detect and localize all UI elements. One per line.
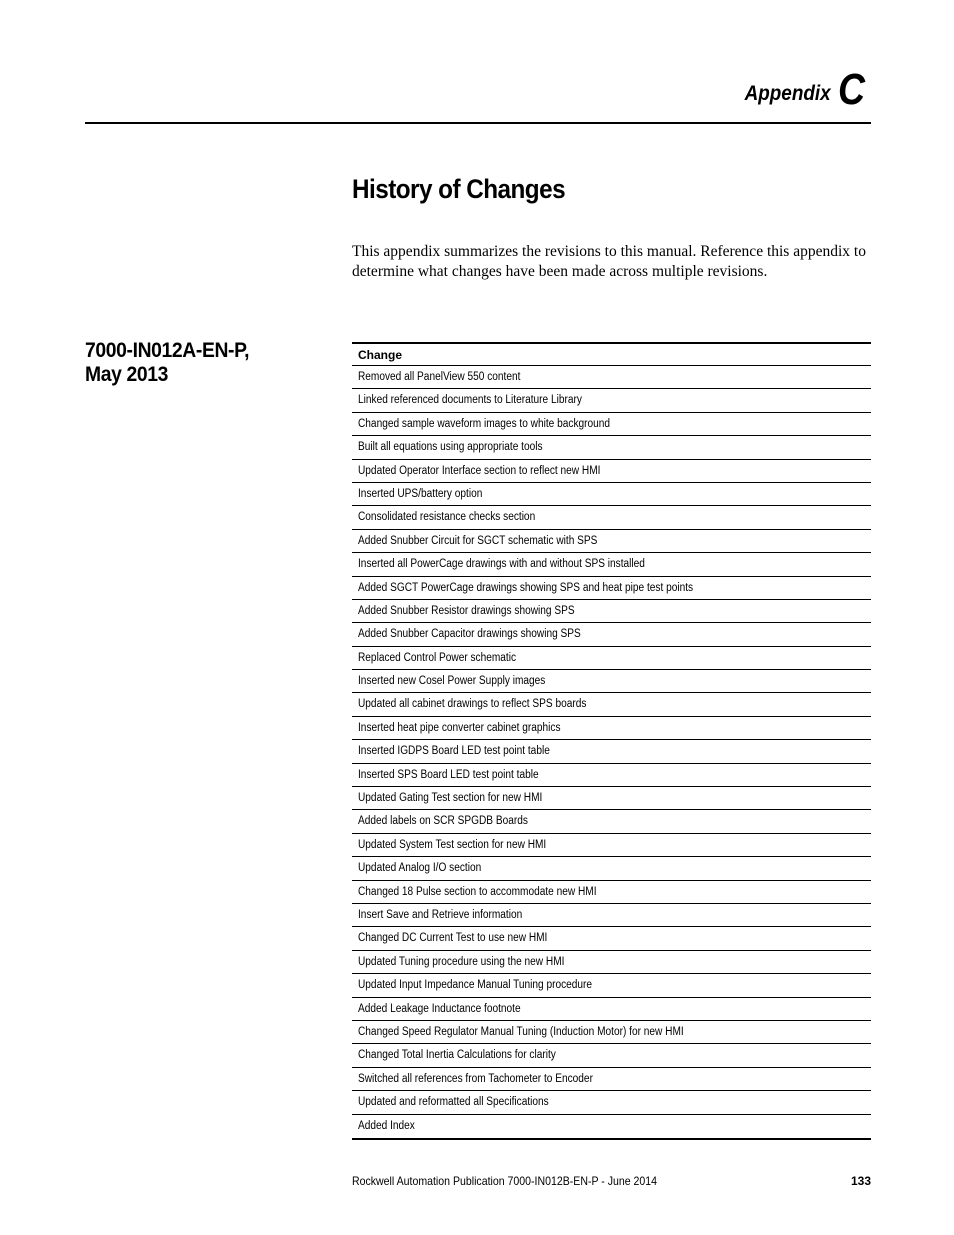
row-text: Inserted all PowerCage drawings with and without SPS installed	[358, 558, 645, 571]
table-row	[352, 460, 871, 483]
table-row	[352, 787, 871, 810]
table-row	[352, 366, 871, 389]
row-text: Changed sample waveform images to white background	[358, 417, 611, 430]
table-row	[352, 693, 871, 716]
table-row	[352, 1044, 871, 1067]
row-text: Built all equations using appropriate tools	[358, 441, 543, 454]
row-text: Added Snubber Circuit for SGCT schematic with SPS	[358, 534, 598, 547]
page-footer	[352, 1174, 871, 1188]
row-text: Consolidated resistance checks section	[358, 511, 536, 524]
table-row	[352, 927, 871, 950]
table-row	[352, 1021, 871, 1044]
table-row	[352, 904, 871, 927]
table-row	[352, 998, 871, 1021]
row-text: Switched all references from Tachometer to Encoder	[358, 1072, 593, 1085]
table-row	[352, 483, 871, 506]
table-row	[352, 647, 871, 670]
header-rule	[85, 122, 871, 124]
table-row	[352, 600, 871, 623]
table-row	[352, 974, 871, 997]
intro-paragraph: This appendix summarizes the revisions to this manual. Reference this appendix to determine what changes have been made across multiple revisions.	[352, 243, 866, 280]
table-row	[352, 764, 871, 787]
row-text: Updated Gating Test section for new HMI	[358, 792, 543, 805]
page-title: History of Changes	[352, 174, 566, 204]
row-text: Inserted heat pipe converter cabinet graphics	[358, 721, 561, 734]
row-text: Inserted SPS Board LED test point table	[358, 768, 539, 781]
change-table	[352, 342, 871, 1140]
row-text: Updated Input Impedance Manual Tuning procedure	[358, 979, 593, 992]
table-row	[352, 1115, 871, 1138]
table-row	[352, 740, 871, 763]
row-text: Replaced Control Power schematic	[358, 651, 517, 664]
table-row	[352, 553, 871, 576]
row-text: Updated System Test section for new HMI	[358, 838, 547, 851]
row-text: Changed 18 Pulse section to accommodate new HMI	[358, 885, 597, 898]
table-row	[352, 834, 871, 857]
row-text: Removed all PanelView 550 content	[358, 371, 521, 383]
table-row	[352, 623, 871, 646]
table-row	[352, 881, 871, 904]
row-text: Changed Total Inertia Calculations for clarity	[358, 1049, 556, 1062]
table-row	[352, 951, 871, 974]
table-row	[352, 717, 871, 740]
row-text: Added Leakage Inductance footnote	[358, 1002, 521, 1015]
row-text: Added SGCT PowerCage drawings showing SPS and heat pipe test points	[358, 581, 694, 594]
table-row	[352, 506, 871, 529]
footer-page-number: 133	[850, 1174, 871, 1188]
table-row	[352, 670, 871, 693]
section-heading	[85, 339, 306, 387]
row-text: Updated Operator Interface section to reflect new HMI	[358, 464, 601, 477]
row-text: Inserted IGDPS Board LED test point table	[358, 745, 550, 758]
table-row	[352, 436, 871, 459]
table-row	[352, 857, 871, 880]
row-text: Added Snubber Capacitor drawings showing SPS	[358, 628, 581, 641]
table-row	[352, 577, 871, 600]
row-text: Updated all cabinet drawings to reflect SPS boards	[358, 698, 587, 711]
table-header: Change	[352, 344, 871, 366]
table-row	[352, 530, 871, 553]
row-text: Inserted UPS/battery option	[358, 487, 483, 500]
row-text: Added labels on SCR SPGDB Boards	[358, 815, 528, 828]
appendix-word: Appendix	[744, 82, 831, 105]
row-text: Inserted new Cosel Power Supply images	[358, 675, 546, 688]
row-text: Added Snubber Resistor drawings showing SPS	[358, 604, 575, 617]
appendix-letter: C	[838, 65, 866, 114]
footer-publication: Rockwell Automation Publication 7000-IN012B-EN-P - June 2014	[352, 1174, 658, 1188]
row-text: Updated and reformatted all Specifications	[358, 1096, 549, 1109]
table-row	[352, 1091, 871, 1114]
row-text: Changed Speed Regulator Manual Tuning (Induction Motor) for new HMI	[358, 1025, 684, 1038]
row-text: Added Index	[358, 1119, 415, 1132]
table-row	[352, 1068, 871, 1091]
section-heading-line1: 7000-IN012A-EN-P,	[85, 339, 250, 362]
table-row	[352, 413, 871, 436]
row-text: Linked referenced documents to Literature Library	[358, 394, 582, 407]
row-text: Changed DC Current Test to use new HMI	[358, 932, 548, 945]
row-text: Updated Analog I/O section	[358, 862, 482, 875]
row-text: Updated Tuning procedure using the new HMI	[358, 955, 565, 968]
row-text: Insert Save and Retrieve information	[358, 908, 523, 921]
appendix-header	[735, 60, 870, 112]
table-row	[352, 389, 871, 412]
table-row	[352, 810, 871, 833]
section-heading-line2: May 2013	[85, 363, 168, 386]
